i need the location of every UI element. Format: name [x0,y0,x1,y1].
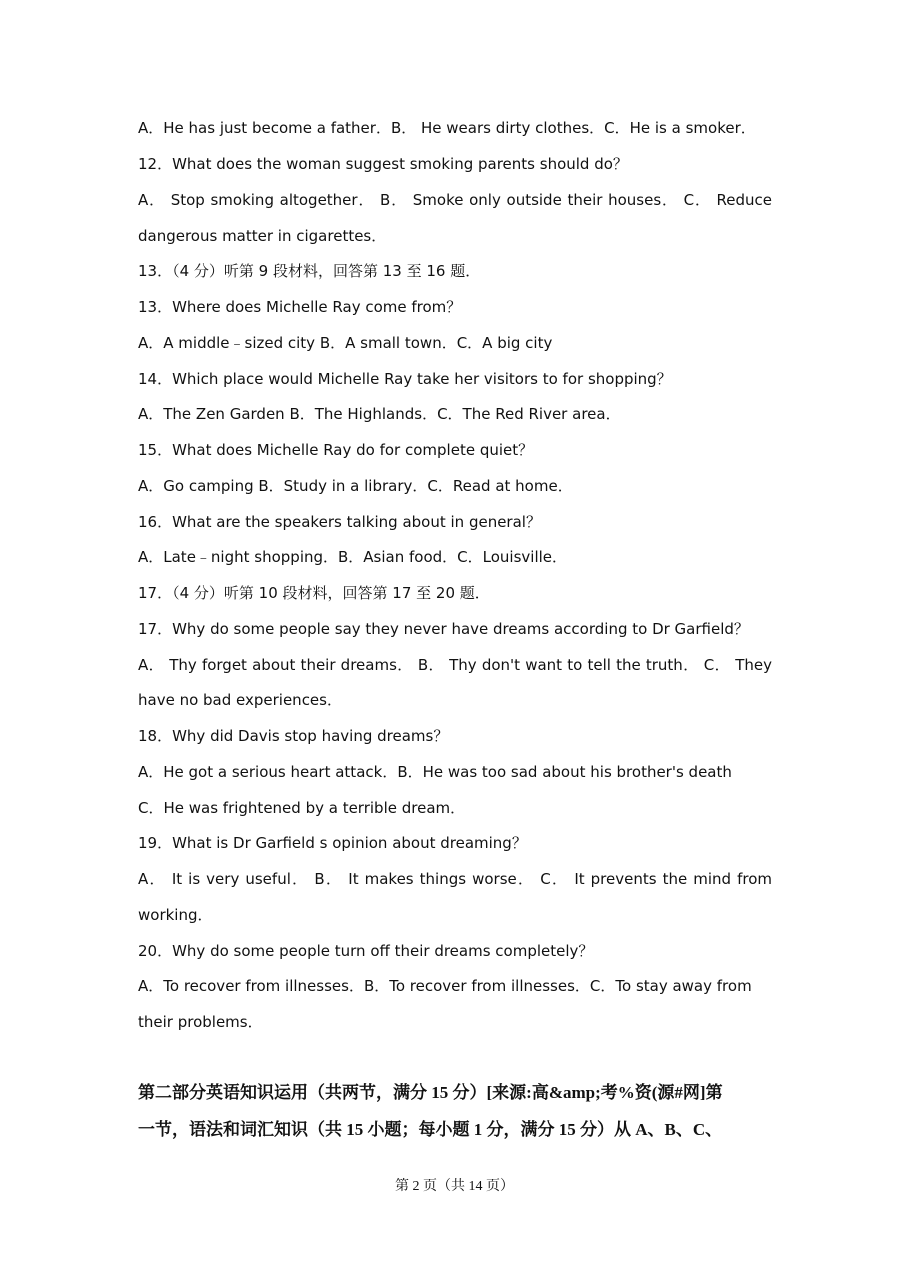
question-20: 20．Why do some people turn off their dreams completely？ [138,942,594,960]
text-line: A．A middle﹣sized city B．A small town．C．A big city [138,334,553,352]
question-14: 14．Which place would Michelle Ray take her visitors to for shopping？ [138,370,672,388]
text-line: A．The Zen Garden B．The Highlands．C．The Red River area． [138,405,621,423]
text-line: A．Late﹣night shopping．B．Asian food．C．Louisville． [138,548,568,566]
text-line: A． Thy forget about their dreams． B． Thy don't want to tell the truth． C． They [138,656,772,674]
question-15: 15．What does Michelle Ray do for complete quiet？ [138,441,534,459]
text-line: working． [138,906,213,924]
text-line: A．To recover from illnesses．B．To recover from illnesses．C．To stay away from [138,977,752,995]
question-19: 19．What is Dr Garfield s opinion about dreaming？ [138,834,527,852]
question-17: 17．Why do some people say they never have dreams according to Dr Garfield？ [138,620,749,638]
text-line: dangerous matter in cigarettes． [138,227,387,245]
page-footer: 第 2 页（共 14 页） [395,1179,514,1194]
text-line: A．He has just become a father．B． He wears dirty clothes．C．He is a smoker． [138,119,756,137]
question-13: 13．Where does Michelle Ray come from？ [138,298,462,316]
text-line: their problems． [138,1013,263,1031]
text-line: A．He got a serious heart attack．B．He was too sad about his brother's death [138,763,732,781]
section-instruction: 13．（4 分）听第 9 段材料，回答第 13 至 16 题． [138,262,481,280]
section-instruction: 17．（4 分）听第 10 段材料，回答第 17 至 20 题． [138,584,490,602]
text-line: have no bad experiences． [138,691,342,709]
section-heading: 第二部分英语知识运用（共两节，满分 15 分）[来源:高&amp;考%资(源#网]第 [138,1083,723,1102]
question-12: 12．What does the woman suggest smoking parents should do？ [138,155,628,173]
text-line: A． Stop smoking altogether． B． Smoke only outside their houses． C． Reduce [138,191,772,209]
text-line: A． It is very useful． B． It makes things worse． C． It prevents the mind from [138,870,772,888]
text-line: A．Go camping B．Study in a library．C．Read at home． [138,477,573,495]
text-line: C．He was frightened by a terrible dream． [138,799,466,817]
section-heading: 一节，语法和词汇知识（共 15 小题；每小题 1 分，满分 15 分）从 A、B、C、 [138,1120,723,1139]
question-18: 18．Why did Davis stop having dreams？ [138,727,449,745]
question-16: 16．What are the speakers talking about in general？ [138,513,541,531]
